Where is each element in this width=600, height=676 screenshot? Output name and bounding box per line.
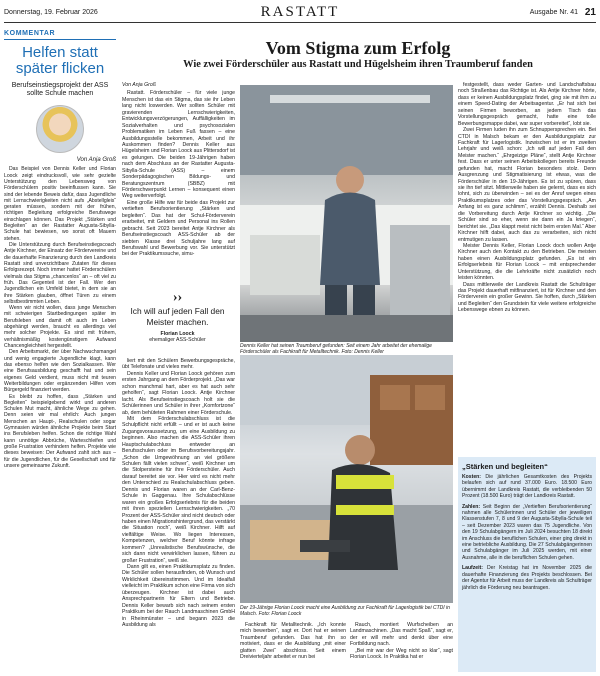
- article-column-1-top: [122, 82, 235, 282]
- photo-2-caption-text: Der 19-Jährige Florian Loock macht eine Ausbildung zur Fachkraft für Lagerlogistik bei CTDI in Malsch.: [240, 605, 450, 617]
- info-box-item: [462, 565, 592, 591]
- quote-text: Ich will auf jeden Fall den Meister machen.: [130, 306, 225, 327]
- quote-mark-icon: ››: [172, 290, 183, 305]
- info-box-item: [462, 504, 592, 562]
- photo-workshop-illustration: [240, 85, 453, 342]
- info-box-text: Seit Beginn der „Vertieften Berufsorientierung“ nahmen alle Schülerinnen und Schüler der jeweiligen Klassenstufen 7, 8 und 9 der Augusta-Sibylla-Schule teil – seit Dezember 2023 waren das 75 Jugendliche. Von den 19 Schulabgängern im Juli 2024 besuchten 18 direkt im Anschluss die beruflichen Schulen, einer ging direkt in eine betriebliche Ausbildung. Die 27 Schulabgängerinnen und Schulabgänger im Juli 2025 werden, mit einer Ausnahme, alle in die beruflichen Schulen gehen.: [462, 503, 592, 561]
- commentary-subtitle: Berufseinstiegsprojekt der ASS sollte Schule machen: [11, 81, 109, 97]
- commentary-body: [4, 166, 116, 618]
- article-paragraph: Dass mittlerweile der Landkreis Rastatt die Schulträger das Projekt dauerhaft mitfinanziert, ist für Kirchner und den Förderverein ein großer Gewinn. Sie hoffen, durch „Stärken und Begleiten“ den Grundstein für viele weitere erfolgreiche Lebenswege ebnen zu können.: [458, 281, 596, 314]
- commentary-paragraph: Wenn wir nicht wollen, dass junge Menschen mit schwierigen Startbedingungen später im Berufsleben und damit oft auch im Leben abgehängt werden, braucht es allerdings viel mehr solcher Projekte. Es sind mit frühem, verhältnismäßig kostengünstigem Aufwand Chancengleichheit hergestellt.: [4, 305, 116, 350]
- info-box-title: „Stärken und begleiten“: [462, 462, 548, 471]
- kicker-rule: [4, 39, 116, 40]
- commentary-author: Von Anja Groß: [76, 157, 116, 164]
- info-box-item: [462, 474, 592, 500]
- article-paragraph: Eine große Hilfe war für beide das Projekt zur vertieften Berufsorientierung „Stärken und begleiten“. Das hat der Schul-Förderverein erarbeitet, mit Geldern und Personal ins Rollen gebracht. Seit 2023 bereitet Antje Kirchner als Berufseinstiegscoach ASS-Schüler ab der siebten Klasse drei Schuljahre lang auf Berufswahl und Bewerbung vor. Sie unterstützt bei der Praktikumssuche, simu-: [122, 199, 235, 258]
- article-paragraph: Rastatt. Förderschüler – für viele junge Menschen ist das ein Stigma, das sie ihr Leben lang nicht loswerden. Wer sollten Schüler mit gravierenden Lernschwierigkeiten, Entwicklungsverzögerungen, Auffälligkeiten im Sozialverhalten und psychosozialen Problematiken im Leben Fuß fassen – eine Ausbildungsstelle bekommen, Arbeit und ihr Auskommen finden? Dennis Keller aus Hügelsheim und Florian Loock aus Plittersdorf ist es gelungen. Die beiden 19-Jährigen haben nach dem Abschluss an der Rastatter Augusta-Sibylla-Schule (ASS) – einem Sonderpädagogischen Bildungs- und Beratungszentrum (SBBZ) mit Förderschwerpunkt Lernen – konsequent einen Weg weiterverfolgt.: [122, 90, 235, 200]
- article-paragraph: Fachkraft für Metalltechnik. „Ich konnte mich bewerben“, sagt er. Dort hat er seinen Traumberuf gefunden. Das hat ihn so motiviert, dass er die Ausbildung „mit einer glatten Zwei“ abschloss. Seit einem Dreivierteljahr arbeitet er nun bei: [240, 622, 346, 661]
- article-paragraph: Zwei Firmen luden ihn zum Schnuppersprechen ein. Bei CTDI in Malsch bekam er den Ausbildungsplatz zur Fachkraft für Lagerlogistik. Inzwischen ist er im zweiten Lehrjahr und weiß schon: „Ich will auf jeden Fall den Meister machen.“ „Ehrgeizige Pläne“, stellt Antje Kirchner fest. Dass er unter seinen Arbeitskollegen bereits Freunde gefunden hat, macht Florian besonders stolz. Denn Ausgrenzung und Stigmatisierung ist etwas, was die Förderschüler in den 19-Jährigen. Es ist zu spüren, dass sie ihn tief sitzt. Mittlerweile haben sie gelernt, dass es sich lohnt, sich zu überwinden – sei es der Anruf wegen eines Praktikumsplatzes oder das Vorstellungsgespräch. „Am Anfang ist es ganz schlimm“, erzählt Dennis. Deshalb sei die Vorbereitung durch Antje Kirchner so wichtig. „Die Schüler sind so eher, wenn sie dann ein Ja kriegen“, berichtet sie. „Das klappt meist nicht beim ersten Mal.“ Aber Kirchner hilft dabei, auch das zu verarbeiten, sich nicht entmutigen zu lassen.: [458, 127, 596, 243]
- issue-date: Donnerstag, 19. Februar 2026: [4, 9, 98, 16]
- article-headline: Vom Stigma zum Erfolg: [265, 38, 451, 58]
- article-paragraph: Dennis Keller und Florian Loock gehören zum ersten Jahrgang an dem Förderprojekt. „Das war schon manchmal hart, aber es hat auch sehr geholfen“, sagt Florian Loock. Antje Kirchner lacht. Als Berufseinstiegscoach holt sie die Schülerinnen und Schüler in ihrer „Komfortzone“ ab, dem behüteten Rahmen einer Förderschule.: [122, 370, 235, 416]
- photo-florian-loock: [240, 355, 453, 603]
- quote-name: Florian Loock: [160, 331, 195, 337]
- article-column-3-bottom: [350, 622, 453, 672]
- photo-1-credit: Foto: Dennis Keller: [341, 349, 384, 355]
- commentary-paragraph: Den Arbeitsmarkt, der über Nachwuchsmangel und wenig engagierte Jugendliche klagt, kann das ebenso helfen wie den Sozialkassen. Wer eine Berufsausbildung geschafft hat und sein eigenes Geld verdient, muss nicht mit teuren Weiterbildungen oder ergänzenden Hilfen vom Bürgergeld finanziert werden.: [4, 349, 116, 394]
- article-paragraph: Meister Dennis Keller, Florian Loock doch wollen Antje Kirchner auch den Kontakt zu den Betrieben. Die meisten haben einen Ausbildungsplatz gefunden. „Es ist ein Erfolgserlebnis für Florian Loock – mit entsprechender Unterstützung, die die Lehrkräfte nicht zusätzlich noch leisten könnten.: [458, 242, 596, 282]
- article-column-1-bottom: [122, 358, 235, 672]
- info-box: [458, 457, 596, 672]
- info-box-label: Zahlen:: [462, 503, 481, 510]
- info-box-text: Die jährlichen Gesamtkosten des Projekts belaufen sich auf rund 37.000 Euro. 18.500 Euro übernimmt der Landkreis Rastatt, die verbleibenden 50 Prozent (18.500 Euro) trägt der Landkreis Rastatt.: [462, 474, 593, 500]
- author-portrait: [36, 105, 84, 153]
- edition-number: Ausgabe Nr. 41: [529, 9, 578, 16]
- article-paragraph: Dann gilt es, einen Praktikumsplatz zu finden. Die Schüler sollen herausfinden, ob Wunsch und Wirklichkeit übereinstimmen. Und im Idealfall vielleicht im Praktikum schon eine Firma von sich überzeugen. Kirchner ist dabei auch Ansprechpartnerin für Eltern und Betriebe. Dennis Keller bewarb sich nach seinem ersten Praktikum bei der Rauch Landmaschinen GmbH in Rheinmünster – und begann 2023 die Ausbildung als: [122, 564, 235, 628]
- photo-2-credit: Foto: Florian Loock: [258, 611, 302, 617]
- info-box-label: Laufzeit:: [462, 565, 483, 572]
- photo-warehouse-illustration: [240, 355, 453, 603]
- article-paragraph: liert mit den Schülern Bewerbungsgespräche, übt Telefonate und vieles mehr.: [122, 358, 235, 371]
- photo-1-caption: [240, 343, 453, 355]
- article-paragraph: „Bei mir war der Weg nicht so klar“, sagt Florian Loock. In Praktika hat er: [350, 647, 453, 661]
- article-byline: Von Anja Groß: [122, 82, 156, 88]
- page-header: [4, 4, 596, 23]
- photo-2-caption: [240, 605, 453, 617]
- pull-quote: [130, 290, 225, 343]
- commentary-column: [4, 30, 116, 672]
- info-box-label: Kosten:: [462, 474, 481, 480]
- photo-1-caption-text: Dennis Keller hat seinen Traumberuf gefunden: Seit einem Jahr arbeitet der ehemalige Förderschüler als Fachkraft für Metalltechnik.: [240, 343, 432, 355]
- commentary-paragraph: Das Beispiel von Dennis Keller und Florian Loock zeigt eindrucksvoll, wie sehr gezielte Unterstützung den Lebensweg von Förderschülern positiv beeinflussen kann. Sie sind der lebende Beweis dafür, dass Jugendliche mit Lernschwierigkeiten nicht aufs „Abstellgleis“ geraten müssen, sondern mit der frühen, richtigen Begleitung erfolgreiche Berufswege einschlagen können. Das Projekt „Stärken und Begleiten“ an der Rastatter Augusta-Sibylla-Schule hat bewiesen, wo sonst oft Mauern stehen.: [4, 166, 116, 242]
- article-paragraph: Mit dem Förderschulabschluss ist die Schulpflicht nicht erfüllt – und er ist auch keine Zugangsvoraussetzung, um eine Ausbildung zu beginnen. Also machen die ASS-Schüler ihren Hauptschulabschluss entweder an Berufsschulen oder im Berufsvorbereitungsjahr. „Schon die Umgewöhnung an viel größere Schulen fällt vielen schwer“, weiß Kirchner um die Stolpersteine für ihre Förderschüler. Auch darauf bereitet sie vor. Hier wird es nicht mehr den Unterschied zu Realschulabschluss geben. Dennis und Florian waren an der Carl-Benz-Schule in Gaggenau. Ihre Schulabschlüsse waren ein großes Erfolgserlebnis für die beiden mit ihren speziellen Lernschwierigkeiten. „70 Prozent der ASS-Schüler sind nicht deutsch oder haben einen Migrationshintergrund, das verstärkt die Situation noch“, weiß Kirchner. Hilft auf vielfältige Weise. Wo liegen Interessen, Kompetenzen, welcher Beruf könnte infrage kommen? „Unrealistische Berufswünsche, die sich dann nicht verwirklichen lassen, führen zu großer Frustration“, weiß sie.: [122, 415, 235, 564]
- commentary-kicker: KOMMENTAR: [4, 30, 56, 37]
- quote-role: ehemaliger ASS-Schüler: [149, 337, 206, 343]
- article-paragraph: Rauch, montiert Wurfscheiben an Landmaschinen. „Das macht Spaß“, sagt er, der er will mehr und denkt über eine Fortbildung nach.: [350, 622, 453, 648]
- section-name: RASTATT: [260, 4, 340, 20]
- info-box-text: Der Kreistag hat im November 2025 die dauerhafte Finanzierung des Projekts beschlossen. Bei der Agentur für Arbeit muss der Landkreis als Schulträger jährlich die Förderung neu beantragen.: [462, 565, 592, 591]
- article-paragraph: festgestellt, dass weder Garten- und Landschaftsbau noch Straßenbau das Richtige ist. Als Antje Kirchner hörte, dass er keinen Ausbildungsplatz findet, ging sie mit ihm zu einem Speed-Dating der Arbeitsagentur. „Er hat sich bei seinen Firmen beworben, an jedem Tisch das Vorstellungsgespräch gemacht, hatte eine tolle Bewerbungsmappe dabei, war super vorbereitet“, lobt sie.: [458, 82, 596, 127]
- article-column-2-bottom: [240, 622, 346, 672]
- commentary-paragraph: Die Unterstützung durch Berufseinstiegscoach Antje Kirchner, der Einsatz der Fördervereine und die dauerhafte Finanzierung durch den Landkreis Rastatt sind unverzichtbare Zutaten für dieses Erfolgsrezept. Noch immer hattet Förderschülern vielmals das Stigma „chancenlos“ an – oft viel zu früh. Das Gegenteil ist der Fall. Wer den Jugendlichen ein Umfeld bietet, in dem sie an ihre Stärken glauben, öffnet Türen zu einem selbstbestimmten Leben.: [4, 242, 116, 305]
- page-number: 21: [584, 7, 596, 18]
- photo-dennis-keller: [240, 85, 453, 342]
- commentary-paragraph: Es bleibt zu hoffen, dass „Stärken und Begleiten“ beispielgebend wirkt und anderen Schulen Mut macht, ähnliche Wege zu gehen. Denn seien wir mal ehrlich: Auch jungen Menschen an Haupt-, Realschulen oder sogar Gymnasien würden ähnliche Projekte beim Start ins Berufsleben helfen. Schon die richtige Wahl kann unnötige Abbrüche, Warteschleifen und große Frustration verhindern helfen. Projekte wie dieses beweisen: Der Aufwand zahlt sich aus – für die Jugendlichen, für die Gesellschaft und für unsere gemeinsame Zukunft.: [4, 393, 116, 469]
- commentary-title: Helfen statt später flicken: [15, 44, 105, 77]
- article-subheadline: Wie zwei Förderschüler aus Rastatt und Hügelsheim ihren Traumberuf fanden: [183, 59, 533, 70]
- article-column-4: [458, 82, 596, 452]
